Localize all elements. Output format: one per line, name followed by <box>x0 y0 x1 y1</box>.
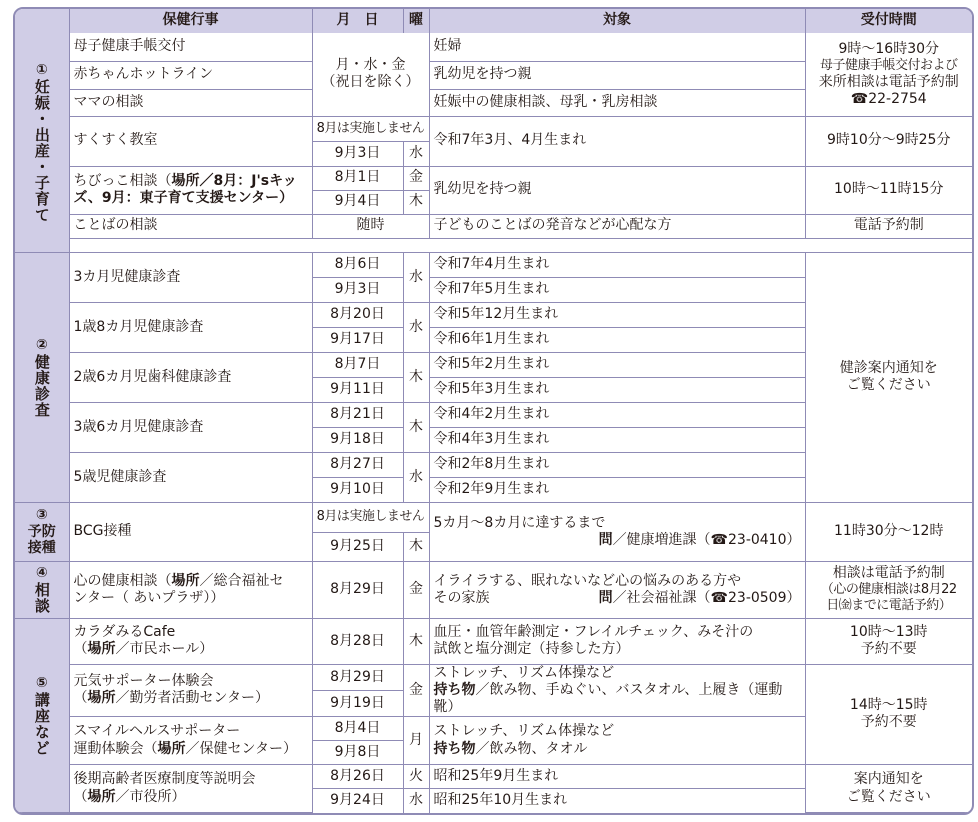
table-row <box>15 618 972 664</box>
event-target: 令和5年12月生まれ <box>429 302 805 327</box>
event-dow: 火 <box>403 765 429 789</box>
event-time <box>805 618 972 664</box>
category-5-number: ⑤ <box>35 674 48 691</box>
time-line: 来所相談は電話予約制 <box>818 73 959 90</box>
time-line: 予約不要 <box>860 641 917 658</box>
event-name <box>69 618 312 664</box>
category-1 <box>15 33 69 252</box>
time-line: ご覧ください <box>846 377 931 394</box>
event-name: すくすく教室 <box>69 116 312 166</box>
event-date: 9月4日 <box>312 190 403 214</box>
target-line: イライラする、眠れないなど心の悩みのある方や <box>433 572 742 589</box>
inquiry-label: 問 <box>598 589 613 606</box>
event-target: 令和4年3月生まれ <box>429 427 805 452</box>
event-target: 令和4年2月生まれ <box>429 402 805 427</box>
event-target <box>429 664 805 716</box>
event-time <box>805 765 972 813</box>
event-date: 9月3日 <box>312 277 403 302</box>
event-target: 乳幼児を持つ親 <box>429 166 805 214</box>
event-target: 令和7年3月、4月生まれ <box>429 116 805 166</box>
time-line: ご覧ください <box>846 788 931 805</box>
event-date: 9月25日 <box>312 532 403 561</box>
event-name: 3カ月児健康診査 <box>69 252 312 302</box>
event-name <box>69 166 312 214</box>
table-row <box>15 765 972 789</box>
event-target: 妊娠中の健康相談、母乳・乳房相談 <box>429 89 805 116</box>
event-target: 乳幼児を持つ親 <box>429 61 805 89</box>
event-name-text: （ <box>73 690 88 707</box>
event-name: 2歳6カ月児歯科健康診査 <box>69 352 312 402</box>
category-3-number: ③ <box>35 507 48 524</box>
event-date: 8月28日 <box>312 618 403 664</box>
event-target: 令和6年1月生まれ <box>429 327 805 352</box>
event-dow: 木 <box>403 532 429 561</box>
event-dow: 金 <box>403 664 429 716</box>
event-date: 8月6日 <box>312 252 403 277</box>
event-dow: 月 <box>403 717 429 765</box>
event-name-text: ／勤労者活動センター） <box>115 690 269 707</box>
event-target: 令和2年8月生まれ <box>429 452 805 477</box>
event-name-text: （ <box>73 641 88 658</box>
event-target: 妊婦 <box>429 33 805 61</box>
category-3 <box>15 502 69 561</box>
event-name: ことばの相談 <box>69 214 312 238</box>
event-date: 9月19日 <box>312 690 403 716</box>
target-line: ／飲み物、手ぬぐい、バスタオル、上履き（運動靴） <box>433 681 783 715</box>
table-row <box>15 664 972 690</box>
table-row <box>15 214 972 238</box>
event-name-text: ／総合福祉セ <box>199 572 284 589</box>
event-date: 9月18日 <box>312 427 403 452</box>
event-name: ママの相談 <box>69 89 312 116</box>
time-line: 母子健康手帳交付および <box>819 57 958 73</box>
category-2-number: ② <box>35 336 48 353</box>
time-line: 相談は電話予約制 <box>832 565 945 582</box>
event-name <box>69 664 312 716</box>
event-date: 8月は実施しません <box>312 116 429 141</box>
event-date: 9月17日 <box>312 327 403 352</box>
event-time <box>805 664 972 764</box>
event-target: 令和5年2月生まれ <box>429 352 805 377</box>
table-row <box>15 116 972 141</box>
table-row <box>15 561 972 618</box>
table-row <box>15 166 972 190</box>
event-name-text: ／保健センター） <box>185 740 297 757</box>
event-dow: 水 <box>403 252 429 302</box>
event-name: 3歳6カ月児健康診査 <box>69 402 312 452</box>
event-date: 8月20日 <box>312 302 403 327</box>
event-time <box>805 561 972 618</box>
event-time: 9時10分～9時25分 <box>805 116 972 166</box>
place-label: 場所 <box>171 572 200 589</box>
category-4 <box>15 561 69 618</box>
event-target: 令和7年4月生まれ <box>429 252 805 277</box>
inquiry-label: 問 <box>598 531 613 548</box>
event-date: 8月29日 <box>312 561 403 618</box>
event-dow: 木 <box>403 618 429 664</box>
event-name <box>69 717 312 765</box>
event-date: 随時 <box>312 214 429 238</box>
header-date: 月 日 <box>312 9 403 33</box>
event-target: 令和7年5月生まれ <box>429 277 805 302</box>
time-line: 案内通知を <box>853 771 924 788</box>
event-name-text: カラダみるCafe <box>73 624 176 641</box>
event-target <box>429 717 805 765</box>
place-label: 場所 <box>171 172 200 189</box>
event-dow: 金 <box>403 561 429 618</box>
target-line: 血圧・血管年齢測定・フレイルチェック、みそ汁の <box>433 624 754 641</box>
event-time: 11時30分～12時 <box>805 502 972 561</box>
date-line: 月・水・金 <box>335 57 406 74</box>
category-5 <box>15 618 69 812</box>
table-row <box>15 33 972 61</box>
event-dow: 木 <box>403 190 429 214</box>
category-1-number: ① <box>35 61 48 78</box>
inquiry-contact: ／健康増進課（☎23-0410） <box>612 531 801 548</box>
event-name-text: 運動体験会（ <box>73 740 158 757</box>
time-line: 健診案内通知を <box>839 360 938 377</box>
event-target: 子どものことばの発音などが心配な方 <box>429 214 805 238</box>
event-name: 5歳児健康診査 <box>69 452 312 502</box>
header-dow: 曜 <box>403 9 429 33</box>
category-2 <box>15 252 69 502</box>
event-date: 8月21日 <box>312 402 403 427</box>
category-2-label: 健康診査 <box>32 353 51 418</box>
event-name: 赤ちゃんホットライン <box>69 61 312 89</box>
event-name: 1歳8カ月児健康診査 <box>69 302 312 352</box>
event-target: 昭和25年10月生まれ <box>429 789 805 813</box>
target-line: ストレッチ、リズム体操など <box>433 723 615 740</box>
event-dow: 水 <box>403 789 429 813</box>
health-event-table-frame <box>13 7 974 815</box>
event-target <box>429 561 805 618</box>
event-name-text: 心の健康相談（ <box>73 572 172 589</box>
event-dow: 木 <box>403 352 429 402</box>
event-name-text: ズ、9月：東子育て支援センター） <box>73 190 294 206</box>
event-name-text: （ <box>73 788 88 805</box>
time-line: （心の健康相談は8月22 <box>820 582 957 598</box>
event-time: 10時～11時15分 <box>805 166 972 214</box>
place-label: 場所 <box>87 788 116 805</box>
target-line: 5カ月～8カ月に達するまで <box>433 514 606 531</box>
event-name <box>69 765 312 813</box>
event-name: 母子健康手帳交付 <box>69 33 312 61</box>
category-4-label: 相談 <box>32 582 51 615</box>
event-date: 9月24日 <box>312 789 403 813</box>
event-date: 8月4日 <box>312 717 403 741</box>
place-label: 場所 <box>87 641 116 658</box>
target-line: ／飲み物、タオル <box>475 740 588 757</box>
event-date <box>312 33 429 116</box>
event-name-text: スマイルヘルスサポーター <box>73 723 241 740</box>
table-row <box>15 502 972 532</box>
date-line: （祝日を除く） <box>321 74 420 91</box>
time-line: 日㈮までに電話予約） <box>826 598 952 614</box>
event-time <box>805 252 972 502</box>
target-line: 試飲と塩分測定（持参した方） <box>433 641 630 658</box>
event-time <box>805 33 972 116</box>
event-name: BCG接種 <box>69 502 312 561</box>
time-line: 14時～15時 <box>849 697 928 714</box>
event-name-text: 後期高齢者医療制度等説明会 <box>73 771 256 788</box>
event-date: 8月27日 <box>312 452 403 477</box>
place-label: 場所 <box>87 690 116 707</box>
time-line: 予約不要 <box>860 714 917 731</box>
event-date: 8月29日 <box>312 664 403 690</box>
event-name-text: 元気サポーター体験会 <box>73 673 214 690</box>
time-line: 9時～16時30分 <box>838 40 940 57</box>
event-target: 令和5年3月生まれ <box>429 377 805 402</box>
category-4-number: ④ <box>35 565 48 582</box>
header-event: 保健行事 <box>69 9 312 33</box>
event-target <box>429 502 805 561</box>
target-line: その家族 <box>433 589 490 606</box>
event-target: 昭和25年9月生まれ <box>429 765 805 789</box>
category-3-label: 予防接種 <box>27 524 56 557</box>
event-name-text: ちびっこ相談（ <box>73 172 172 189</box>
header-category <box>15 9 69 33</box>
place-label: 場所 <box>157 740 186 757</box>
header-row <box>15 9 972 33</box>
event-date: 8月は実施しません <box>312 502 429 532</box>
event-time: 電話予約制 <box>805 214 972 238</box>
event-date: 9月11日 <box>312 377 403 402</box>
bring-label: 持ち物 <box>433 681 476 698</box>
target-line: ストレッチ、リズム体操など <box>433 664 615 681</box>
category-1-label: 妊娠・出産・子育て <box>32 78 51 223</box>
event-dow: 水 <box>403 452 429 502</box>
health-event-table <box>15 9 972 813</box>
inquiry-contact: ／社会福祉課（☎23-0509） <box>612 589 801 606</box>
event-date: 9月8日 <box>312 741 403 765</box>
event-target <box>429 618 805 664</box>
event-dow: 木 <box>403 402 429 452</box>
event-dow: 水 <box>403 302 429 352</box>
event-name-text: ンター（ あいプラザ）） <box>73 589 225 606</box>
category-5-label: 講座など <box>32 691 51 756</box>
event-name-text: ／市民ホール） <box>115 641 214 658</box>
event-date: 9月10日 <box>312 477 403 502</box>
event-dow: 金 <box>403 166 429 190</box>
event-dow: 水 <box>403 141 429 166</box>
table-row <box>15 252 972 277</box>
bring-label: 持ち物 <box>433 740 476 757</box>
event-date: 9月3日 <box>312 141 403 166</box>
event-date: 8月7日 <box>312 352 403 377</box>
header-time: 受付時間 <box>805 9 972 33</box>
event-date: 8月26日 <box>312 765 403 789</box>
event-name-text: ／市役所） <box>115 788 186 805</box>
phone-number: ☎22-2754 <box>850 90 927 107</box>
header-target: 対象 <box>429 9 805 33</box>
event-name <box>69 561 312 618</box>
event-target: 令和2年9月生まれ <box>429 477 805 502</box>
event-date: 8月1日 <box>312 166 403 190</box>
event-name-text: ／8月：J'sキッ <box>199 172 297 189</box>
time-line: 10時～13時 <box>849 624 928 641</box>
